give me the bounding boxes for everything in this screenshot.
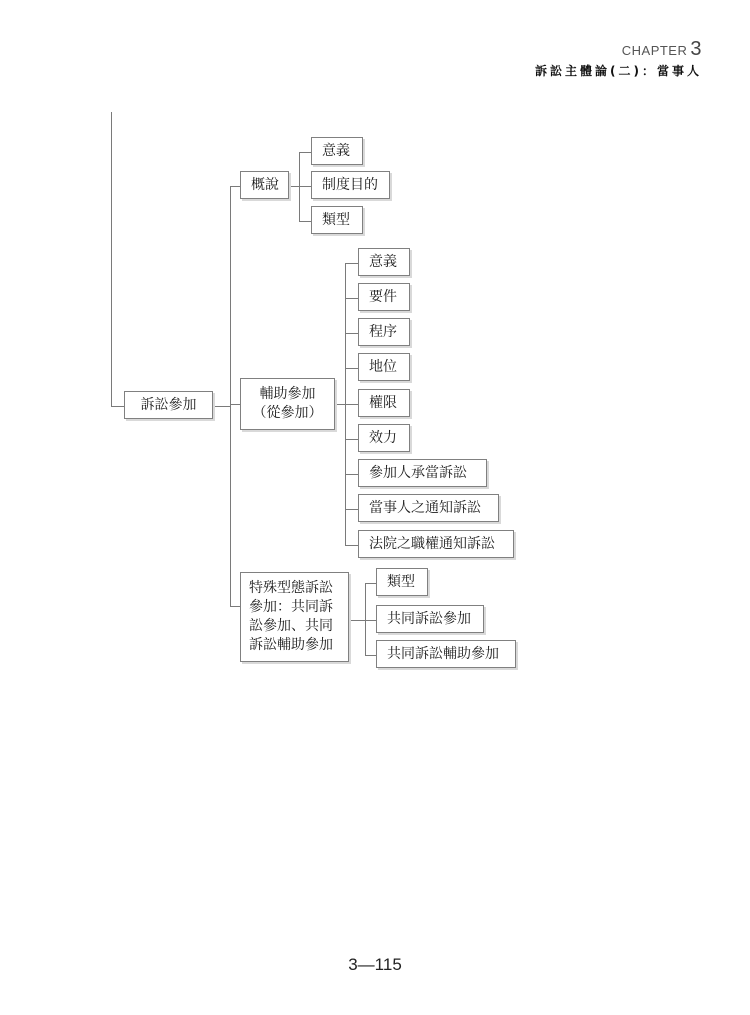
special-label-2: 參加：共同訴	[249, 599, 333, 615]
connector	[345, 404, 358, 405]
connector	[289, 186, 299, 187]
connector	[230, 186, 231, 606]
special-label-3: 訟參加、共同	[249, 618, 333, 634]
auxiliary-item: 程序	[358, 318, 410, 346]
auxiliary-item: 地位	[358, 353, 410, 381]
overview-node: 概說	[240, 171, 289, 199]
auxiliary-item: 意義	[358, 248, 410, 276]
connector	[345, 545, 358, 546]
special-item: 共同訴訟參加	[376, 605, 484, 633]
connector	[345, 298, 358, 299]
connector	[345, 368, 358, 369]
connector	[299, 221, 311, 222]
connector	[345, 439, 358, 440]
auxiliary-item: 法院之職權通知訴訟	[358, 530, 514, 558]
connector	[345, 333, 358, 334]
special-label-4: 訴訟輔助參加	[249, 637, 333, 653]
chapter-label: CHAPTER	[621, 43, 688, 58]
chapter-header	[622, 38, 702, 61]
auxiliary-item: 效力	[358, 424, 410, 452]
connector	[111, 406, 124, 407]
root-node: 訴訟參加	[124, 391, 213, 419]
connector	[365, 620, 376, 621]
connector	[299, 186, 311, 187]
overview-item: 類型	[311, 206, 363, 234]
overview-item: 意義	[311, 137, 363, 165]
auxiliary-item: 參加人承當訴訟	[358, 459, 487, 487]
auxiliary-item: 要件	[358, 283, 410, 311]
connector	[230, 404, 240, 405]
special-node	[240, 572, 349, 662]
connector	[299, 152, 311, 153]
connector	[230, 186, 240, 187]
connector	[365, 655, 376, 656]
connector	[230, 606, 240, 607]
special-item: 共同訴訟輔助參加	[376, 640, 516, 668]
chapter-number: 3	[690, 38, 702, 60]
auxiliary-node	[240, 378, 335, 430]
page-number: 3—115	[348, 955, 402, 974]
left-margin-line	[111, 112, 112, 406]
chapter-title: 訴訟主體論(二)：當事人	[535, 64, 702, 78]
special-item: 類型	[376, 568, 428, 596]
connector	[349, 620, 365, 621]
auxiliary-label-1: 輔助參加	[259, 386, 316, 402]
connector	[345, 474, 358, 475]
auxiliary-item: 權限	[358, 389, 410, 417]
connector	[345, 509, 358, 510]
special-label-1: 特殊型態訴訟	[249, 580, 333, 596]
auxiliary-label-2: （從參加）	[252, 405, 323, 421]
auxiliary-item: 當事人之通知訴訟	[358, 494, 499, 522]
overview-item: 制度目的	[311, 171, 390, 199]
connector	[335, 404, 345, 405]
connector	[345, 263, 358, 264]
connector	[365, 583, 366, 655]
connector	[213, 406, 230, 407]
connector	[365, 583, 376, 584]
